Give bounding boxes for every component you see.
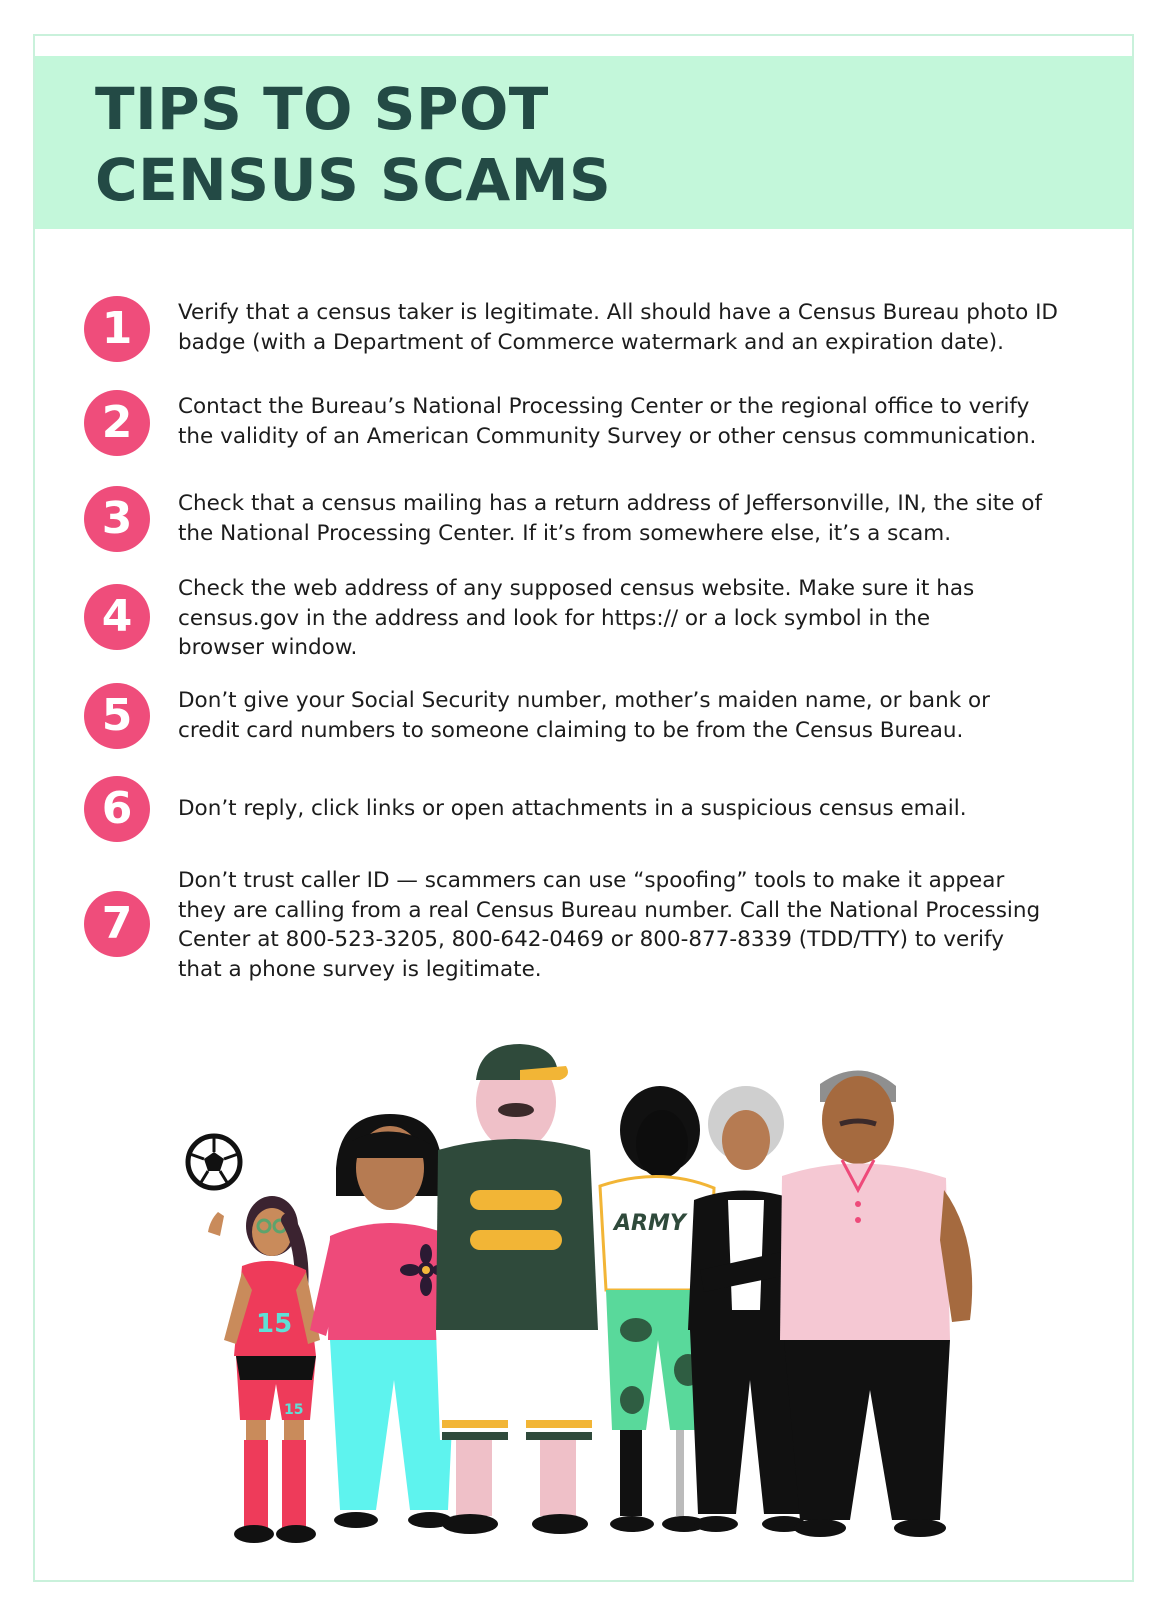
tip-number-badge: 4 xyxy=(84,584,150,650)
tip-line: the National Processing Center. If it’s from somewhere else, it’s a scam. xyxy=(178,520,952,546)
tip-line: that a phone survey is legitimate. xyxy=(178,956,542,982)
tip-line: Don’t reply, click links or open attachments in a suspicious census email. xyxy=(178,796,967,821)
shirt-text: ARMY xyxy=(614,1211,686,1236)
soccer-ball-icon xyxy=(188,1136,240,1188)
tip-line: the validity of an American Community Survey or other census communication. xyxy=(178,423,1037,449)
tip-line: credit card numbers to someone claiming to be from the Census Bureau. xyxy=(178,717,964,743)
tip-number-badge: 1 xyxy=(84,296,150,362)
tip-line: census.gov in the address and look for https:// or a lock symbol in the xyxy=(178,605,931,631)
tip-number-badge: 5 xyxy=(84,683,150,749)
tip-text xyxy=(178,392,1078,451)
tip-line: Contact the Bureau’s National Processing Center or the regional office to verify xyxy=(178,394,1030,419)
tip-number-badge: 3 xyxy=(84,486,150,552)
title-banner xyxy=(35,56,1132,229)
tip-number-badge: 2 xyxy=(84,390,150,456)
girl-soccer-player-figure xyxy=(208,1196,320,1543)
shorts-number: 15 xyxy=(284,1402,304,1418)
tip-line: Check that a census mailing has a return address of Jeffersonville, IN, the site of xyxy=(178,491,1043,516)
title-line-1: TIPS TO SPOT xyxy=(95,75,549,143)
tip-line: Don’t give your Social Security number, mother’s maiden name, or bank or xyxy=(178,688,991,713)
title-line-2: CENSUS SCAMS xyxy=(95,146,612,214)
tip-text xyxy=(178,574,1078,663)
tip-number-badge: 6 xyxy=(84,776,150,842)
tip-text xyxy=(178,489,1078,548)
tip-line: they are calling from a real Census Bureau number. Call the National Processing xyxy=(178,897,1041,923)
tip-line: badge (with a Department of Commerce watermark and an expiration date). xyxy=(178,329,1005,355)
tip-line: Don’t trust caller ID — scammers can use “spoofing” tools to make it appear xyxy=(178,868,1005,893)
man-green-shirt-cap-figure xyxy=(436,1044,598,1534)
tip-line: Center at 800-523-3205, 800-642-0469 or 800-877-8339 (TDD/TTY) to verify xyxy=(178,927,1004,952)
page-title xyxy=(95,74,611,216)
older-man-pink-polo-figure xyxy=(780,1070,972,1537)
tip-text xyxy=(178,866,1078,984)
tip-number-badge: 7 xyxy=(84,891,150,957)
people-illustration xyxy=(180,1040,1000,1580)
jersey-number: 15 xyxy=(256,1309,293,1339)
tip-line: Verify that a census taker is legitimate. All should have a Census Bureau photo ID xyxy=(178,300,1058,325)
tip-text xyxy=(178,298,1078,357)
tip-text xyxy=(178,686,1078,745)
tip-text xyxy=(178,794,1078,824)
tip-line: Check the web address of any supposed census website. Make sure it has xyxy=(178,576,975,601)
tip-line: browser window. xyxy=(178,635,358,660)
